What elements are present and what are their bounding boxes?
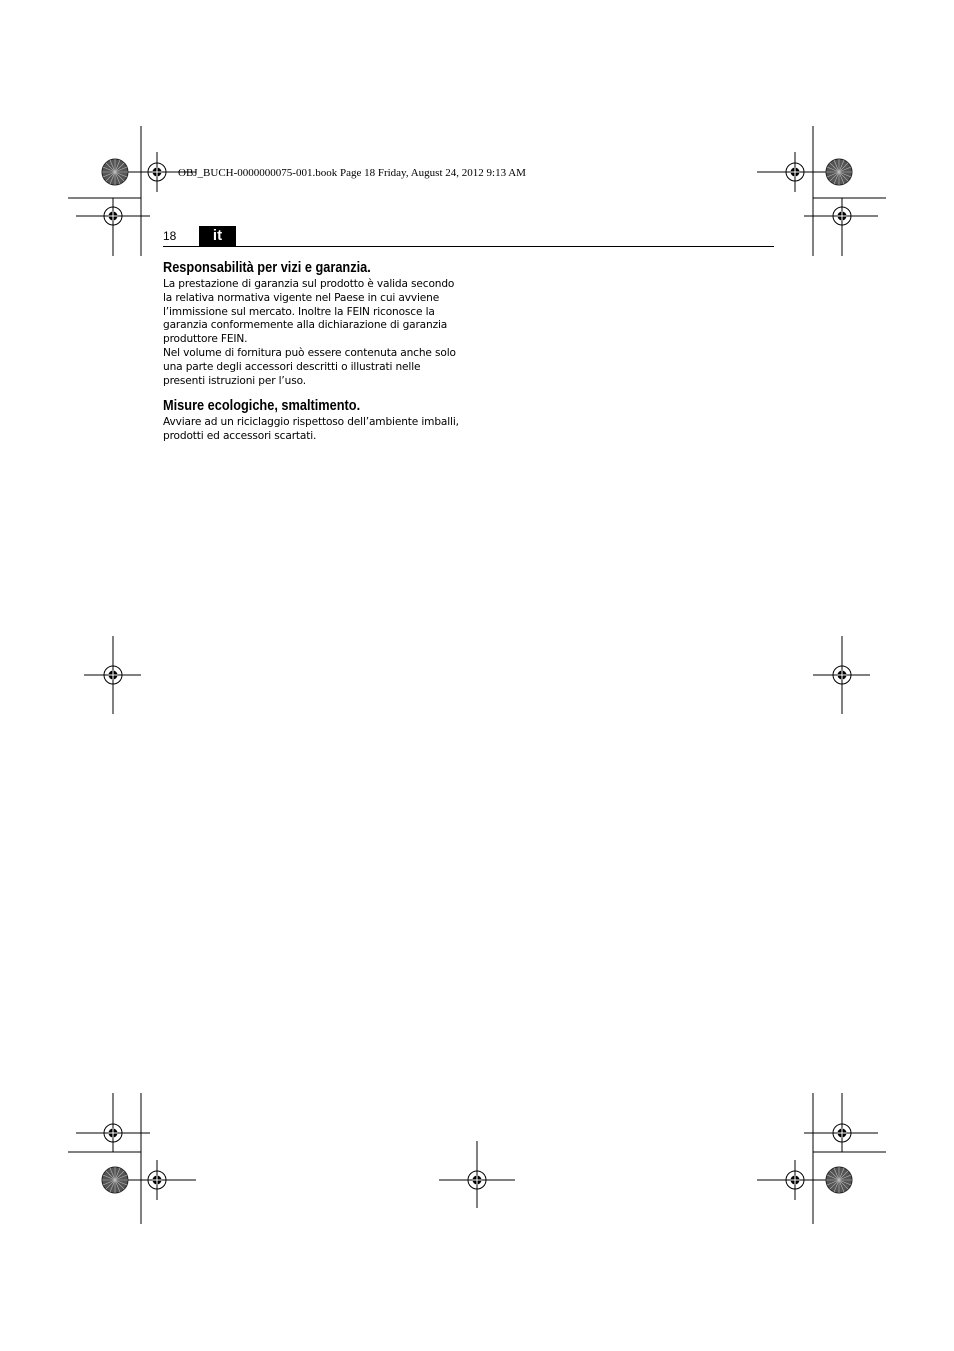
paragraph: La prestazione di garanzia sul prodotto è valida secondo la relativa normativa vigente nel Paese in cui avviene l’immissione sul mercato. Inoltre la FEIN riconosce la garanzia conformemente alla dichiarazione di garanzia produttore FEIN. (163, 278, 455, 346)
page-number: 18 (163, 229, 177, 243)
paragraph: Nel volume di fornitura può essere contenuta anche solo una parte degli accessori descritti o illustrati nelle presenti istruzioni per l’uso. (163, 346, 456, 387)
paragraph: Avviare ad un riciclaggio rispettoso dell’ambiente imballi, prodotti ed accessori scartati. (163, 416, 459, 443)
language-tab: it (199, 226, 236, 246)
section-heading: Misure ecologiche, smaltimento. (163, 398, 361, 415)
header-rule (163, 246, 774, 247)
section-heading: Responsabilità per vizi e garanzia. (163, 260, 371, 276)
section-warranty (163, 258, 463, 388)
main-content (163, 258, 463, 444)
section-disposal (163, 396, 463, 444)
book-slug: OBJ_BUCH-0000000075-001.book Page 18 Friday, August 24, 2012 9:13 AM (178, 167, 526, 179)
